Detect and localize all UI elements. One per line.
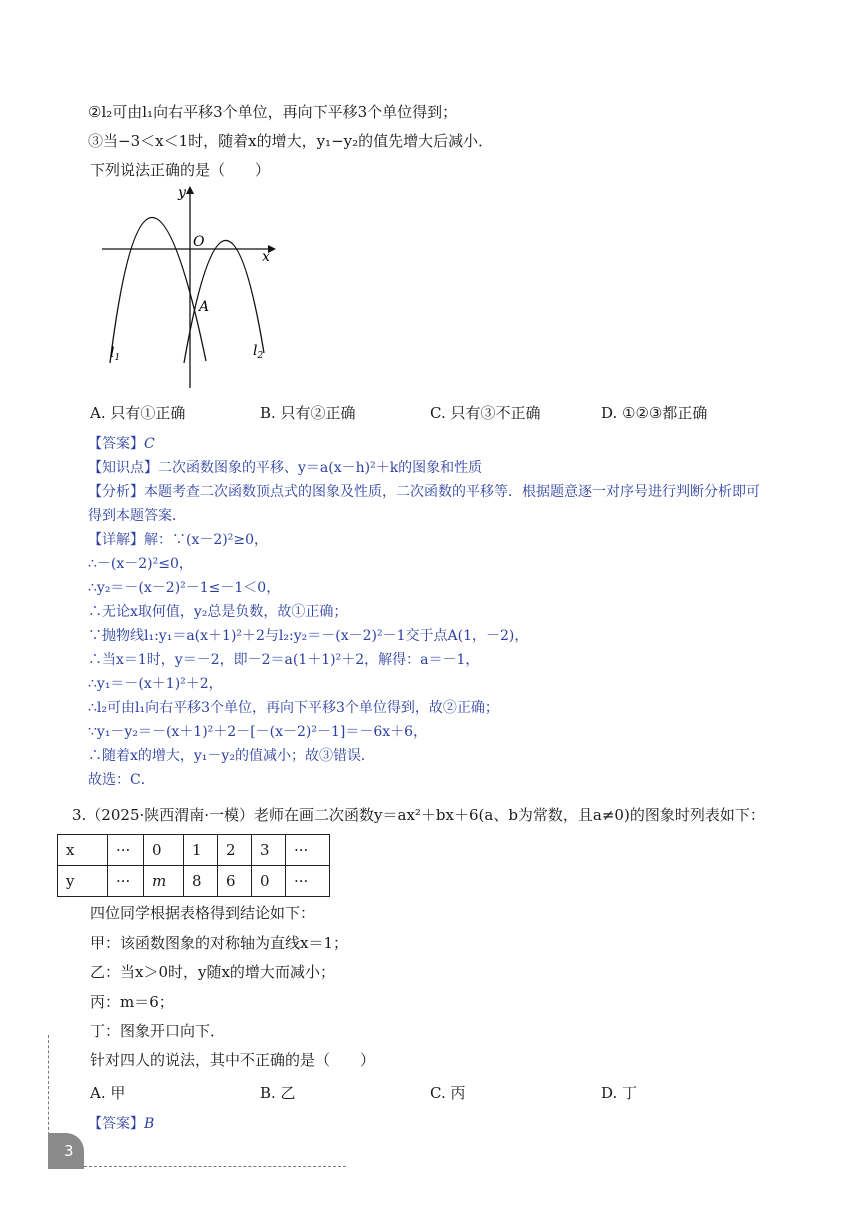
detail-line-9: ∵y₁－y₂＝－(x＋1)²＋2－[－(x－2)²－1]＝－6x＋6， bbox=[88, 724, 428, 740]
answer-tag: 【答案】 bbox=[88, 436, 144, 452]
answer-value: C bbox=[144, 436, 155, 452]
knowledge-point-tag: 【知识点】 bbox=[88, 460, 158, 476]
detail-line-4: ∴无论x取何值，y₂总是负数，故①正确； bbox=[88, 604, 348, 620]
knowledge-point-line bbox=[88, 458, 482, 478]
point-a-label: A bbox=[199, 299, 210, 315]
statement-2: ②l₂可由l₁向右平移3个单位，再向下平移3个单位得到； bbox=[88, 103, 458, 121]
detail-line-6: ∴当x＝1时，y＝－2，即－2＝a(1＋1)²＋2，解得：a＝－1， bbox=[88, 652, 480, 668]
q3-option-b: B. 乙 bbox=[260, 1084, 296, 1102]
q3-line-4: 丙：m＝6； bbox=[90, 993, 174, 1011]
parabola-l1 bbox=[110, 217, 206, 363]
option-d: D. ①②③都正确 bbox=[601, 404, 708, 422]
table-cell: 3 bbox=[252, 835, 286, 866]
option-b: B. 只有②正确 bbox=[260, 404, 356, 422]
origin-label: O bbox=[193, 234, 205, 250]
table-cell: 1 bbox=[184, 835, 218, 866]
analysis-line-1 bbox=[88, 482, 760, 502]
option-c: C. 只有③不正确 bbox=[430, 404, 541, 422]
q3-option-c: C. 丙 bbox=[430, 1084, 466, 1102]
table-cell: ··· bbox=[108, 866, 144, 897]
x-axis-label: x bbox=[262, 249, 270, 265]
option-a: A. 只有①正确 bbox=[90, 404, 186, 422]
q3-line-1: 四位同学根据表格得到结论如下： bbox=[90, 904, 316, 922]
question-prompt: 下列说法正确的是（ ） bbox=[90, 161, 271, 179]
q3-answer-line bbox=[88, 1114, 154, 1134]
q3-answer-value: B bbox=[144, 1116, 155, 1132]
q3-option-d: D. 丁 bbox=[601, 1084, 638, 1102]
q3-line-2: 甲：该函数图象的对称轴为直线x＝1； bbox=[90, 934, 349, 952]
parabola-l2 bbox=[184, 240, 264, 363]
table-cell: ··· bbox=[108, 835, 144, 866]
table-cell: ··· bbox=[286, 866, 330, 897]
table-row-x bbox=[58, 835, 330, 866]
page-margin-dashed-vertical bbox=[48, 1035, 49, 1135]
table-cell: 6 bbox=[218, 866, 252, 897]
detail-line-8: ∴l₂可由l₁向右平移3个单位，再向下平移3个单位得到，故②正确； bbox=[88, 700, 499, 716]
analysis-tag: 【分析】 bbox=[88, 484, 144, 500]
table-cell: 8 bbox=[184, 866, 218, 897]
page-number: 3 bbox=[48, 1133, 84, 1169]
question-3-stem: 3.（2025·陕西渭南·一模）老师在画二次函数y＝ax²＋bx＋6(a、b为常数，且a≠0)的图象时列表如下： bbox=[72, 806, 765, 824]
detail-line-3: ∴y₂＝－(x－2)²－1≤－1＜0， bbox=[88, 580, 281, 596]
table-cell: m bbox=[144, 866, 184, 897]
table-cell: 0 bbox=[252, 866, 286, 897]
knowledge-point-text: 二次函数图象的平移、y＝a(x－h)²＋k的图象和性质 bbox=[158, 460, 483, 476]
y-axis-label: y bbox=[178, 185, 186, 201]
table-cell: 0 bbox=[144, 835, 184, 866]
q3-line-3: 乙：当x＞0时，y随x的增大而减小； bbox=[90, 963, 335, 981]
table-cell: ··· bbox=[286, 835, 330, 866]
statement-3: ③当−3＜x＜1时，随着x的增大，y₁−y₂的值先增大后减小． bbox=[88, 132, 494, 150]
table-row-y bbox=[58, 866, 330, 897]
table-cell: y bbox=[58, 866, 108, 897]
table-cell: x bbox=[58, 835, 108, 866]
y-axis-arrow bbox=[186, 186, 194, 194]
q3-line-6: 针对四人的说法，其中不正确的是（ ） bbox=[90, 1051, 376, 1069]
value-table bbox=[57, 834, 330, 897]
detail-tag: 【详解】 bbox=[88, 532, 144, 548]
detail-text-1: 解：∵(x－2)²≥0， bbox=[144, 532, 268, 548]
l1-label: $l_1$ bbox=[110, 345, 121, 363]
detail-line-7: ∴y₁＝－(x＋1)²＋2， bbox=[88, 676, 223, 692]
detail-line-1 bbox=[88, 530, 268, 550]
detail-line-11: 故选：C． bbox=[88, 772, 155, 788]
table-cell: 2 bbox=[218, 835, 252, 866]
detail-line-10: ∴随着x的增大，y₁－y₂的值减小；故③错误． bbox=[88, 748, 375, 764]
answer-line bbox=[88, 434, 155, 454]
q3-line-5: 丁：图象开口向下． bbox=[90, 1022, 226, 1040]
analysis-text-1: 本题考查二次函数顶点式的图象及性质，二次函数的平移等．根据题意逐一对序号进行判断分析即可 bbox=[144, 484, 760, 500]
page-margin-dashed-horizontal bbox=[84, 1166, 346, 1167]
q3-answer-tag: 【答案】 bbox=[88, 1116, 144, 1132]
l2-label: $l_2$ bbox=[253, 343, 264, 361]
q3-option-a: A. 甲 bbox=[90, 1084, 126, 1102]
detail-line-5: ∵抛物线l₁:y₁＝a(x＋1)²＋2与l₂:y₂＝－(x－2)²－1交于点A(1，－2)， bbox=[88, 628, 529, 644]
parabola-graph bbox=[96, 183, 276, 393]
analysis-line-2: 得到本题答案． bbox=[88, 508, 186, 524]
detail-line-2: ∴－(x－2)²≤0， bbox=[88, 556, 193, 572]
